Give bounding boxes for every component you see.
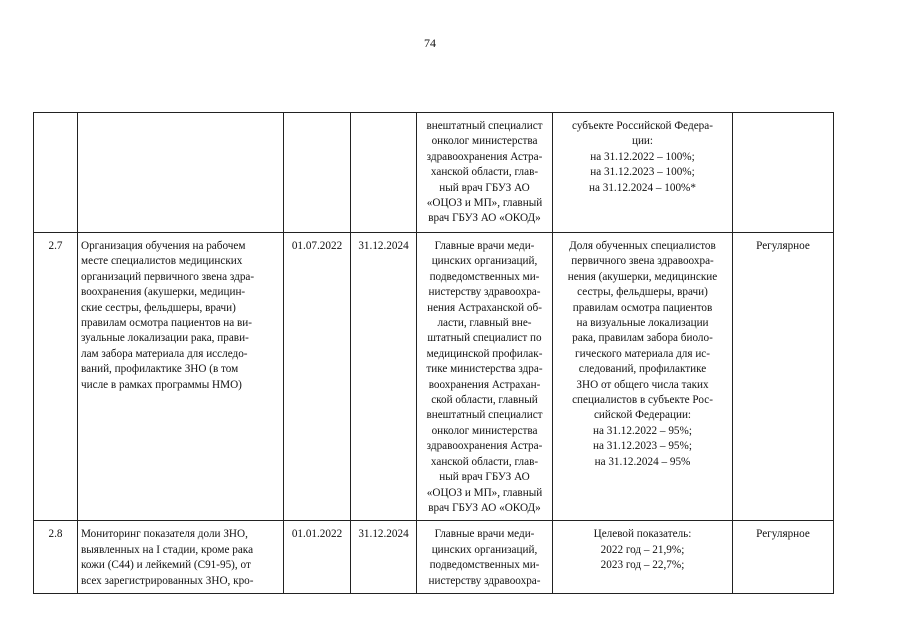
start-date-cell: 01.07.2022 <box>284 233 351 521</box>
result-cell: субъекте Российской Федера- ции: на 31.12.2022 – 100%; на 31.12.2023 – 100%; на 31.12.2024 – 100%* <box>553 113 733 233</box>
row-number-cell: 2.7 <box>34 233 78 521</box>
end-date-cell <box>351 113 417 233</box>
page-number: 74 <box>424 36 436 50</box>
responsible-cell: Главные врачи меди- цинских организаций, подведомственных ми- нистерству здравоохра- нения Астраханской об- ласти, главный вне- штатный специалист по медицинской профилак- тике министерства здра- воохранения Астрахан- ской области, главный внештатный специалист онколог министерства здравоохранения Астра- ханской области, глав- ный врач ГБУЗ АО «ОЦОЗ и МП», главный врач ГБУЗ АО «ОКОД» <box>417 233 553 521</box>
end-date-cell: 31.12.2024 <box>351 521 417 594</box>
type-cell: Регулярное <box>733 233 834 521</box>
type-cell <box>733 113 834 233</box>
type-cell: Регулярное <box>733 521 834 594</box>
activity-cell: Организация обучения на рабочем месте специалистов медицинских организаций первичного звена здра- воохранения (акушерки, медицин- ские сестры, фельдшеры, врачи) правилам осмотра пациентов на ви- зуальные локализации рака, прави- лам забора материала для исследо- ваний, профилактике ЗНО (в том числе в рамках программы НМО) <box>78 233 284 521</box>
start-date-cell <box>284 113 351 233</box>
result-cell: Доля обученных специалистов первичного звена здравоохра- нения (акушерки, медицинские сестры, фельдшеры, врачи) правилам осмотра пациентов на визуальные локализации рака, правилам забора биоло- гического материала для ис- следований, профилактике ЗНО от общего числа таких специалистов в субъекте Рос- сийской Федерации: на 31.12.2022 – 95%; на 31.12.2023 – 95%; на 31.12.2024 – 95% <box>553 233 733 521</box>
end-date-cell: 31.12.2024 <box>351 233 417 521</box>
plan-table <box>33 112 834 594</box>
row-number-cell: 2.8 <box>34 521 78 594</box>
table-row <box>34 233 834 521</box>
responsible-cell: Главные врачи меди- цинских организаций, подведомственных ми- нистерству здравоохра- <box>417 521 553 594</box>
activity-cell: Мониторинг показателя доли ЗНО, выявленных на I стадии, кроме рака кожи (С44) и лейкемий (С91-95), от всех зарегистрированных ЗНО, кро- <box>78 521 284 594</box>
start-date-cell: 01.01.2022 <box>284 521 351 594</box>
result-cell: Целевой показатель: 2022 год – 21,9%; 2023 год – 22,7%; <box>553 521 733 594</box>
row-number-cell <box>34 113 78 233</box>
table-row <box>34 521 834 594</box>
table-row <box>34 113 834 233</box>
activity-cell <box>78 113 284 233</box>
responsible-cell: внештатный специалист онколог министерства здравоохранения Астра- ханской области, глав- ный врач ГБУЗ АО «ОЦОЗ и МП», главный врач ГБУЗ АО «ОКОД» <box>417 113 553 233</box>
